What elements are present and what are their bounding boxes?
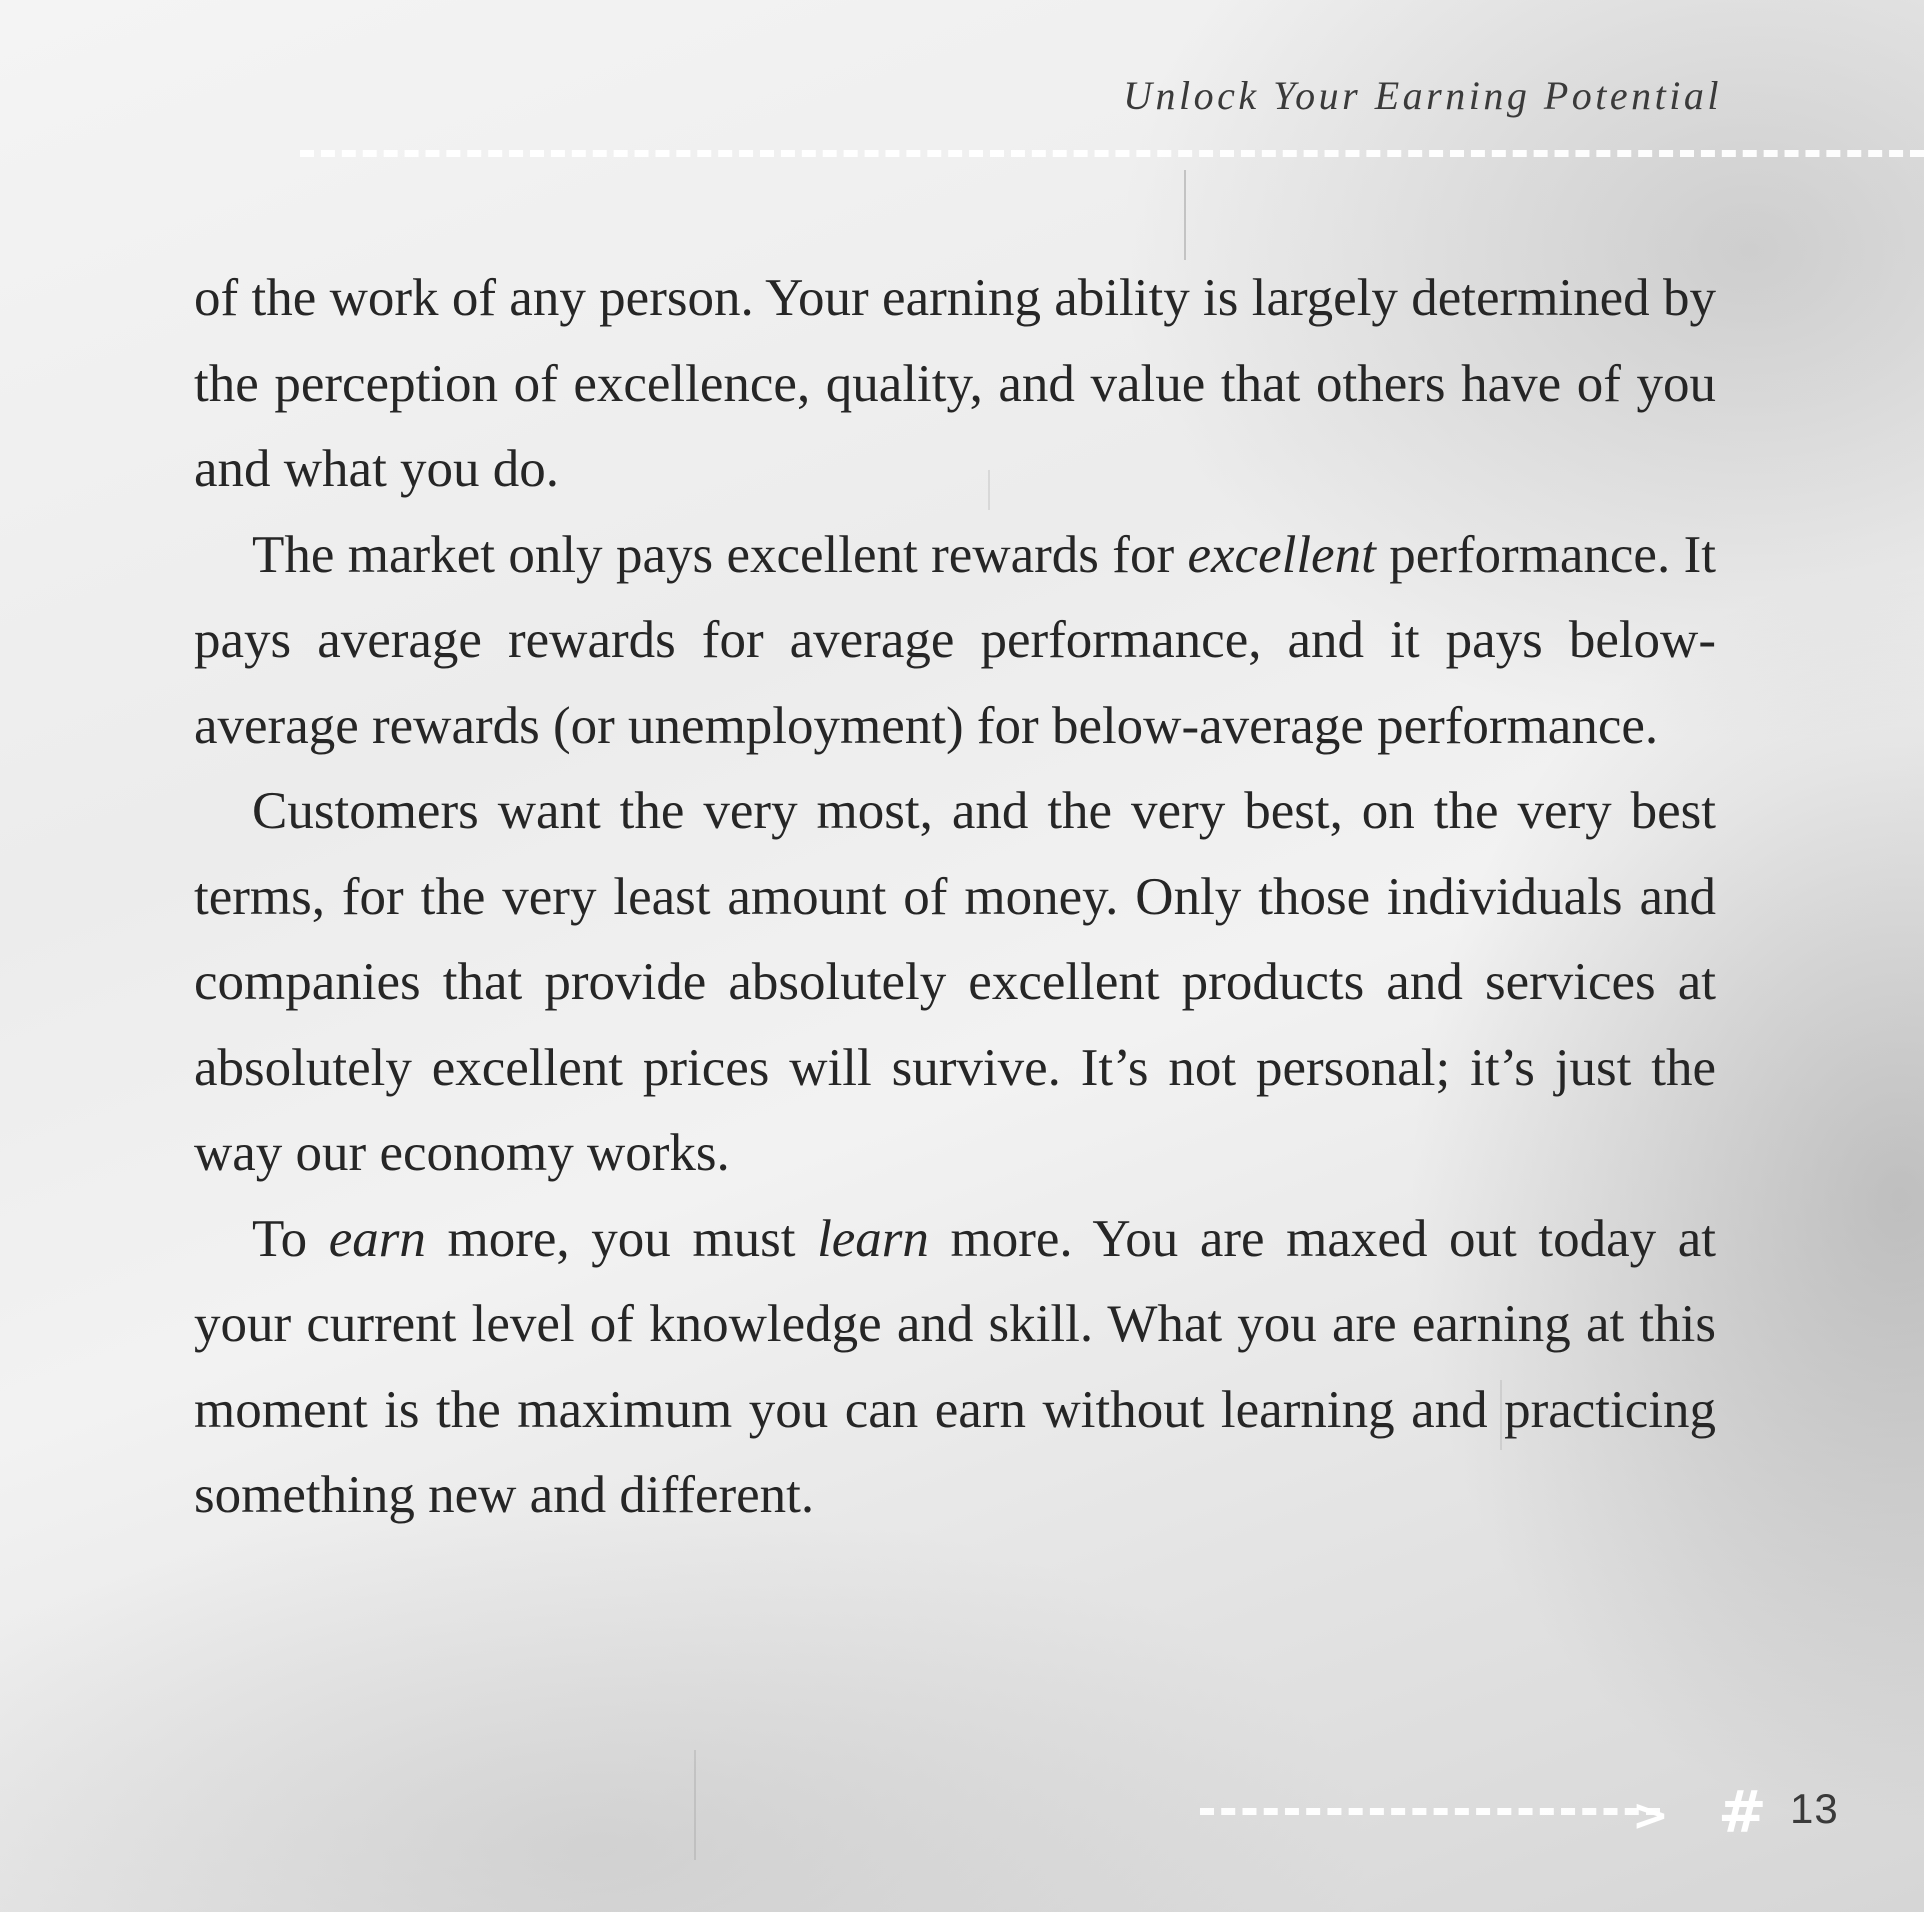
paragraph-text: The market only pays excellent rewards for xyxy=(252,525,1188,584)
dashed-arrow-icon xyxy=(1200,1808,1660,1829)
paragraph xyxy=(194,513,1716,770)
paragraph-text: more. You are maxed out today at your current level of knowledge and skill. What you are earning at this moment is the maximum you can earn without learning and practicing something new and different. xyxy=(194,1209,1716,1524)
page-number: 13 xyxy=(1790,1785,1839,1832)
paragraph-text: Customers want the very most, and the very best, on the very best terms, for the very least amount of money. Only those individuals and companies that provide absolutely excellent products and services at absolutely excellent prices will survive. It’s not personal; it’s just the way our economy works. xyxy=(194,782,1716,1182)
emphasized-word: excellent xyxy=(1187,525,1376,584)
paragraph xyxy=(194,769,1716,1197)
body-text xyxy=(194,256,1716,1539)
paragraph-text: To xyxy=(252,1209,329,1268)
emphasized-word: earn xyxy=(328,1209,426,1268)
arrow-head-icon: > xyxy=(1632,1790,1669,1841)
paragraph-text: more, you must xyxy=(425,1209,818,1268)
running-head: Unlock Your Earning Potential xyxy=(1123,73,1722,118)
header-dashed-rule xyxy=(300,150,1924,157)
hash-icon: # xyxy=(1718,1778,1767,1846)
paragraph xyxy=(194,1197,1716,1539)
emphasized-word: learn xyxy=(817,1209,929,1268)
scan-streak xyxy=(1184,170,1186,260)
paragraph xyxy=(194,256,1716,513)
scan-streak xyxy=(694,1750,696,1860)
paragraph-text: performance. It pays average rewards for average performance, and it pays below-average rewards (or unemployment) for below-average performance. xyxy=(194,525,1716,755)
paragraph-text: of the work of any person. Your earning ability is largely determined by the perception of excellence, quality, and value that others have of you and what you do. xyxy=(194,269,1716,498)
